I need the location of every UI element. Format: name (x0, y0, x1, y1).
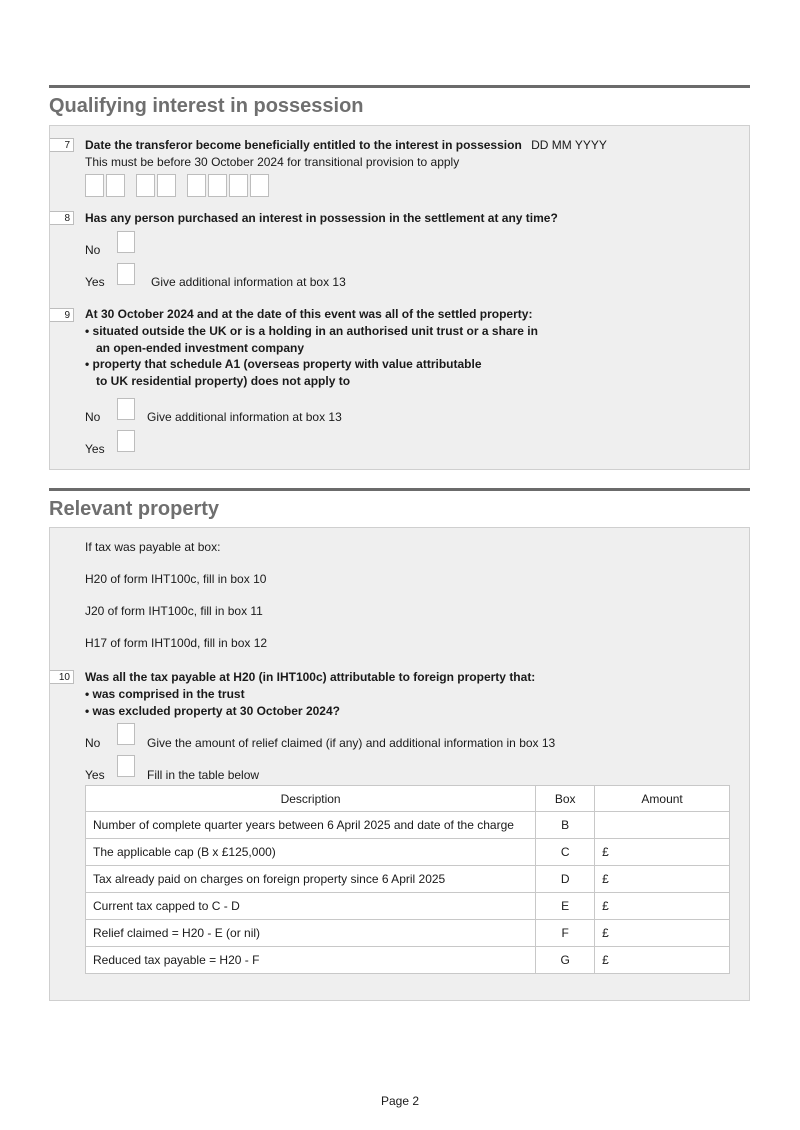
q10-no-note: Give the amount of relief claimed (if any) and additional information in box 13 (147, 736, 556, 750)
question-9-label: At 30 October 2024 and at the date of this event was all of the settled property: (85, 307, 533, 321)
q9-no-label: No (85, 410, 101, 424)
question-number-9: 9 (50, 308, 74, 322)
question-7-note: This must be before 30 October 2024 for transitional provision to apply (85, 155, 460, 169)
q8-yes-note: Give additional information at box 13 (151, 275, 346, 289)
date-month-digit-2[interactable] (157, 174, 176, 197)
qualifying-interest-panel (49, 125, 750, 470)
table-header-box: Box (536, 786, 595, 812)
row-amount-field[interactable]: £ (595, 947, 730, 974)
row-amount-field[interactable]: £ (595, 893, 730, 920)
date-year-digit-3[interactable] (229, 174, 248, 197)
row-amount-field[interactable]: £ (595, 839, 730, 866)
q10-bullet-2: • was excluded property at 30 October 2024? (85, 704, 340, 718)
row-box-letter: D (536, 866, 595, 893)
table-row (86, 839, 730, 866)
table-header-description: Description (86, 786, 536, 812)
q8-no-checkbox[interactable] (117, 231, 135, 253)
date-year-digit-2[interactable] (208, 174, 227, 197)
relevant-intro: If tax was payable at box: (85, 540, 221, 554)
row-box-letter: G (536, 947, 595, 974)
row-amount-field[interactable]: £ (595, 866, 730, 893)
row-description: Tax already paid on charges on foreign property since 6 April 2025 (86, 866, 536, 893)
q10-bullet-1: • was comprised in the trust (85, 687, 245, 701)
section-title-relevant-property: Relevant property (49, 498, 220, 520)
q9-bullet-1-line-1: • situated outside the UK or is a holding in an authorised unit trust or a share in (85, 324, 538, 338)
q9-bullet-1-line-2: an open-ended investment company (96, 341, 305, 355)
date-month-digit-1[interactable] (136, 174, 155, 197)
date-day-digit-1[interactable] (85, 174, 104, 197)
table-row (86, 893, 730, 920)
row-description: Reduced tax payable = H20 - F (86, 947, 536, 974)
q10-yes-label: Yes (85, 768, 105, 782)
relevant-property-panel (49, 527, 750, 1001)
q9-yes-label: Yes (85, 442, 105, 456)
q9-bullet-2-line-2: to UK residential property) does not apply to (96, 374, 351, 388)
date-day-digit-2[interactable] (106, 174, 125, 197)
row-amount-field[interactable] (595, 812, 730, 839)
q10-no-label: No (85, 736, 101, 750)
date-format-hint: DD MM YYYY (531, 138, 607, 152)
row-description: Current tax capped to C - D (86, 893, 536, 920)
table-row (86, 812, 730, 839)
section-title-qualifying-interest: Qualifying interest in possession (49, 95, 364, 117)
row-box-letter: E (536, 893, 595, 920)
q9-yes-checkbox[interactable] (117, 430, 135, 452)
table-row (86, 947, 730, 974)
page-number: Page 2 (380, 1094, 420, 1108)
section-rule (49, 488, 750, 491)
row-description: Relief claimed = H20 - E (or nil) (86, 920, 536, 947)
q8-yes-checkbox[interactable] (117, 263, 135, 285)
row-box-letter: C (536, 839, 595, 866)
date-year-digit-1[interactable] (187, 174, 206, 197)
relief-table (85, 785, 730, 974)
table-header-row (86, 786, 730, 812)
question-7-row (85, 138, 607, 152)
q8-no-label: No (85, 243, 101, 257)
row-box-letter: F (536, 920, 595, 947)
row-amount-field[interactable]: £ (595, 920, 730, 947)
question-8-label: Has any person purchased an interest in possession in the settlement at any time? (85, 211, 558, 225)
q9-no-checkbox[interactable] (117, 398, 135, 420)
section-rule (49, 85, 750, 88)
question-number-8: 8 (50, 211, 74, 225)
q9-bullet-2-line-1: • property that schedule A1 (overseas property with value attributable (85, 357, 482, 371)
relevant-line-h20: H20 of form IHT100c, fill in box 10 (85, 572, 267, 586)
row-description: Number of complete quarter years between 6 April 2025 and date of the charge (86, 812, 536, 839)
q8-yes-label: Yes (85, 275, 105, 289)
date-year-digit-4[interactable] (250, 174, 269, 197)
question-7-label: Date the transferor become beneficially entitled to the interest in possession (85, 138, 522, 152)
question-number-10: 10 (50, 670, 74, 684)
row-box-letter: B (536, 812, 595, 839)
q9-no-note: Give additional information at box 13 (147, 410, 342, 424)
table-row (86, 866, 730, 893)
table-row (86, 920, 730, 947)
q10-yes-note: Fill in the table below (147, 768, 260, 782)
question-number-7: 7 (50, 138, 74, 152)
q10-yes-checkbox[interactable] (117, 755, 135, 777)
row-description: The applicable cap (B x £125,000) (86, 839, 536, 866)
relevant-line-j20: J20 of form IHT100c, fill in box 11 (85, 604, 263, 618)
relevant-line-h17: H17 of form IHT100d, fill in box 12 (85, 636, 268, 650)
q10-no-checkbox[interactable] (117, 723, 135, 745)
table-header-amount: Amount (595, 786, 730, 812)
question-10-label: Was all the tax payable at H20 (in IHT100c) attributable to foreign property that: (85, 670, 536, 684)
